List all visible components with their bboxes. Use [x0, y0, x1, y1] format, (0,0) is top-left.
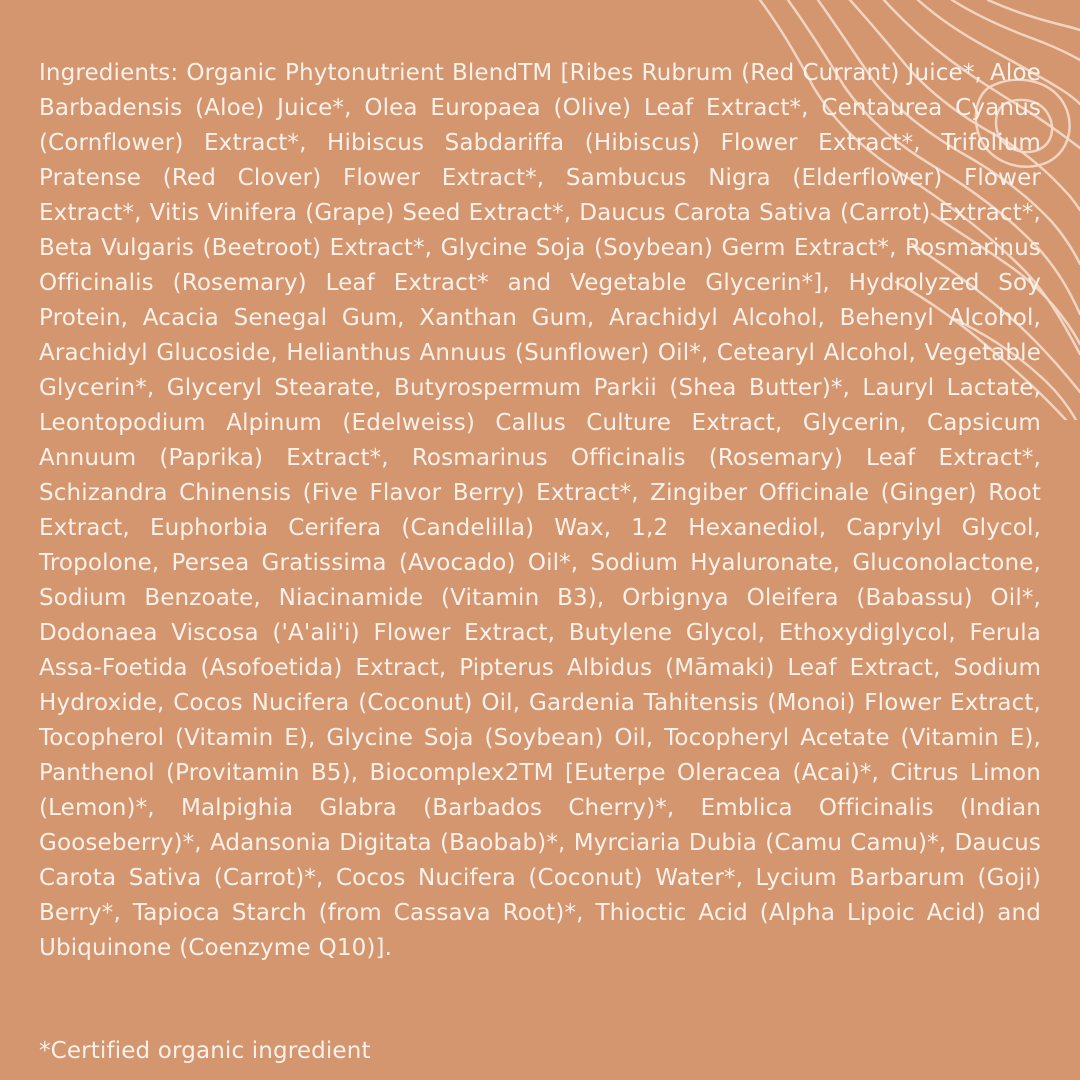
grain-line-7 [952, 0, 1080, 60]
ingredients-list: Ingredients: Organic Phytonutrient BlendTM [Ribes Rubrum (Red Currant) Juice*, Aloe Barbadensis (Aloe) Juice*, Olea Europaea (Olive) Leaf Extract*, Centaurea Cyanus (Cornflower) Extract*, Hibiscus Sabdariffa (Hibiscus) Flower Extract*, Trifolium Pratense (Red Clover) Flower Extract*, Sambucus Nigra (Elderflower) Flower Extract*, Vitis Vinifera (Grape) Seed Extract*, Daucus Carota Sativa (Carrot) Extract*, Beta Vulgaris (Beetroot) Extract*, Glycine Soja (Soybean) Germ Extract*, Rosmarinus Officinalis (Rosemary) Leaf Extract* and Vegetable Glycerin*], Hydrolyzed Soy Protein, Acacia Senegal Gum, Xanthan Gum, Arachidyl Alcohol, Behenyl Alcohol, Arachidyl Glucoside, Helianthus Annuus (Sunflower) Oil*, Cetearyl Alcohol, Vegetable Glycerin*, Glyceryl Stearate, Butyrospermum Parkii (Shea Butter)*, Lauryl Lactate, Leontopodium Alpinum (Edelweiss) Callus Culture Extract, Glycerin, Capsicum Annuum (Paprika) Extract*, Rosmarinus Officinalis (Rosemary) Leaf Extract*, Schizandra Chinensis (Five Flavor Berry) Extract*, Zingiber Officinale (Ginger) Root Extract, Euphorbia Cerifera (Candelilla) Wax, 1,2 Hexanediol, Caprylyl Glycol, Tropolone, Persea Gratissima (Avocado) Oil*, Sodium Hyaluronate, Gluconolactone, Sodium Benzoate, Niacinamide (Vitamin B3), Orbignya Oleifera (Babassu) Oil*, Dodonaea Viscosa ('A'ali'i) Flower Extract, Butylene Glycol, Ethoxydiglycol, Ferula Assa-Foetida (Asofoetida) Extract, Pipterus Albidus (Māmaki) Leaf Extract, Sodium Hydroxide, Cocos Nucifera (Coconut) Oil, Gardenia Tahitensis (Monoi) Flower Extract, Tocopherol (Vitamin E), Glycine Soja (Soybean) Oil, Tocopheryl Acetate (Vitamin E), Panthenol (Provitamin B5), Biocomplex2TM [Euterpe Oleracea (Acai)*, Citrus Limon (Lemon)*, Malpighia Glabra (Barbados Cherry)*, Emblica Officinalis (Indian Gooseberry)*, Adansonia Digitata (Baobab)*, Myrciaria Dubia (Camu Camu)*, Daucus Carota Sativa (Carrot)*, Cocos Nucifera (Coconut) Water*, Lycium Barbarum (Goji) Berry*, Tapioca Starch (from Cassava Root)*, Thioctic Acid (Alpha Lipoic Acid) and Ubiquinone (Coenzyme Q10)]. [39, 60, 1041, 961]
grain-line-8 [988, 0, 1080, 30]
certified-organic-footnote: *Certified organic ingredient [39, 1038, 371, 1064]
